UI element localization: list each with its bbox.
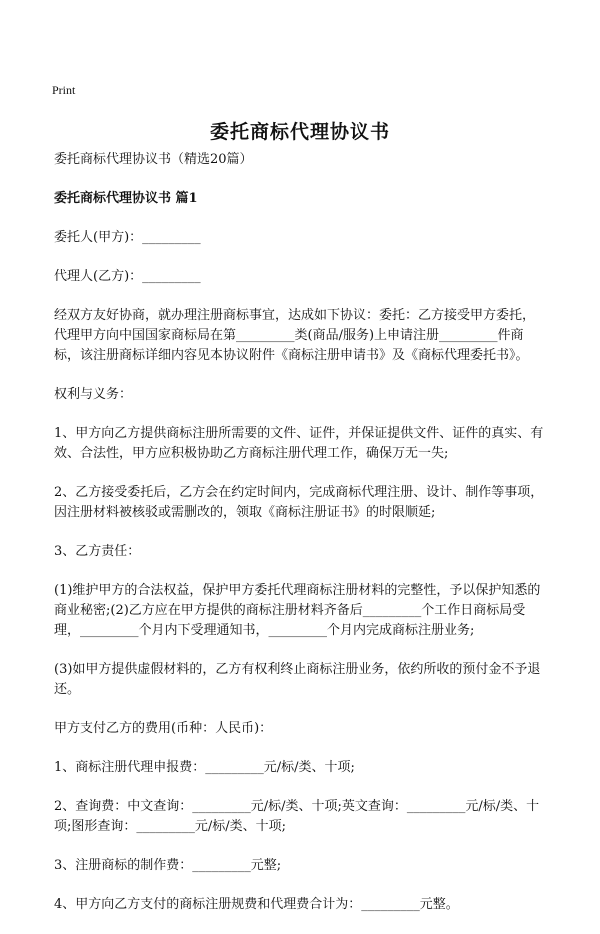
rights-heading: 权利与义务：: [54, 387, 133, 402]
clause-3-sub-3: (3)如甲方提供虚假材料的，乙方有权利终止商标注册业务，依约所收的预付金不予退还。: [54, 662, 541, 697]
intro-paragraph: 经双方友好协商，就办理注册商标事宜，达成如下协议：委托：乙方接受甲方委托，代理甲方向中国国家商标局在第_________类(商品/服务)上申请注册_________件商标，该注册商标详细内容见本协议附件《商标注册申请书》及《商标代理委托书》。: [54, 308, 536, 363]
clause-2: 2、乙方接受委托后，乙方会在约定时间内，完成商标代理注册、设计、制作等事项，因注册材料被核驳或需删改的，领取《商标注册证书》的时限顺延;: [54, 485, 544, 520]
client-line: 委托人(甲方)：_________: [54, 230, 201, 245]
clause-3: 3、乙方责任：: [54, 544, 141, 559]
fee-4: 4、甲方向乙方支付的商标注册规费和代理费合计为：_________元整。: [54, 897, 459, 912]
clause-1: 1、甲方向乙方提供商标注册所需要的文件、证件，并保证提供文件、证件的真实、有效、合法性，甲方应积极协助乙方商标注册代理工作，确保万无一失;: [54, 426, 544, 461]
subtitle: 委托商标代理协议书（精选20篇）: [54, 152, 253, 167]
fees-heading: 甲方支付乙方的费用(币种：人民币)：: [54, 721, 273, 736]
agent-line: 代理人(乙方)：_________: [54, 269, 201, 284]
print-link[interactable]: Print: [52, 83, 76, 97]
fee-3: 3、注册商标的制作费：_________元整;: [54, 858, 282, 873]
fee-2: 2、查询费：中文查询：_________元/标/类、十项;英文查询：_________元/标/类、十项;图形查询：_________元/标/类、十项;: [54, 799, 540, 834]
section-heading: 委托商标代理协议书 篇1: [54, 191, 198, 206]
document-body: [54, 150, 546, 934]
page-title: 委托商标代理协议书: [209, 121, 390, 143]
clause-3-sub-1-2: (1)维护甲方的合法权益，保护甲方委托代理商标注册材料的完整性，予以保护知悉的商业秘密;(2)乙方应在甲方提供的商标注册材料齐备后_________个工作日商标局受理，_________个月内下受理通知书，_________个月内完成商标注册业务;: [54, 583, 541, 638]
fee-1: 1、商标注册代理申报费：_________元/标/类、十项;: [54, 760, 355, 775]
